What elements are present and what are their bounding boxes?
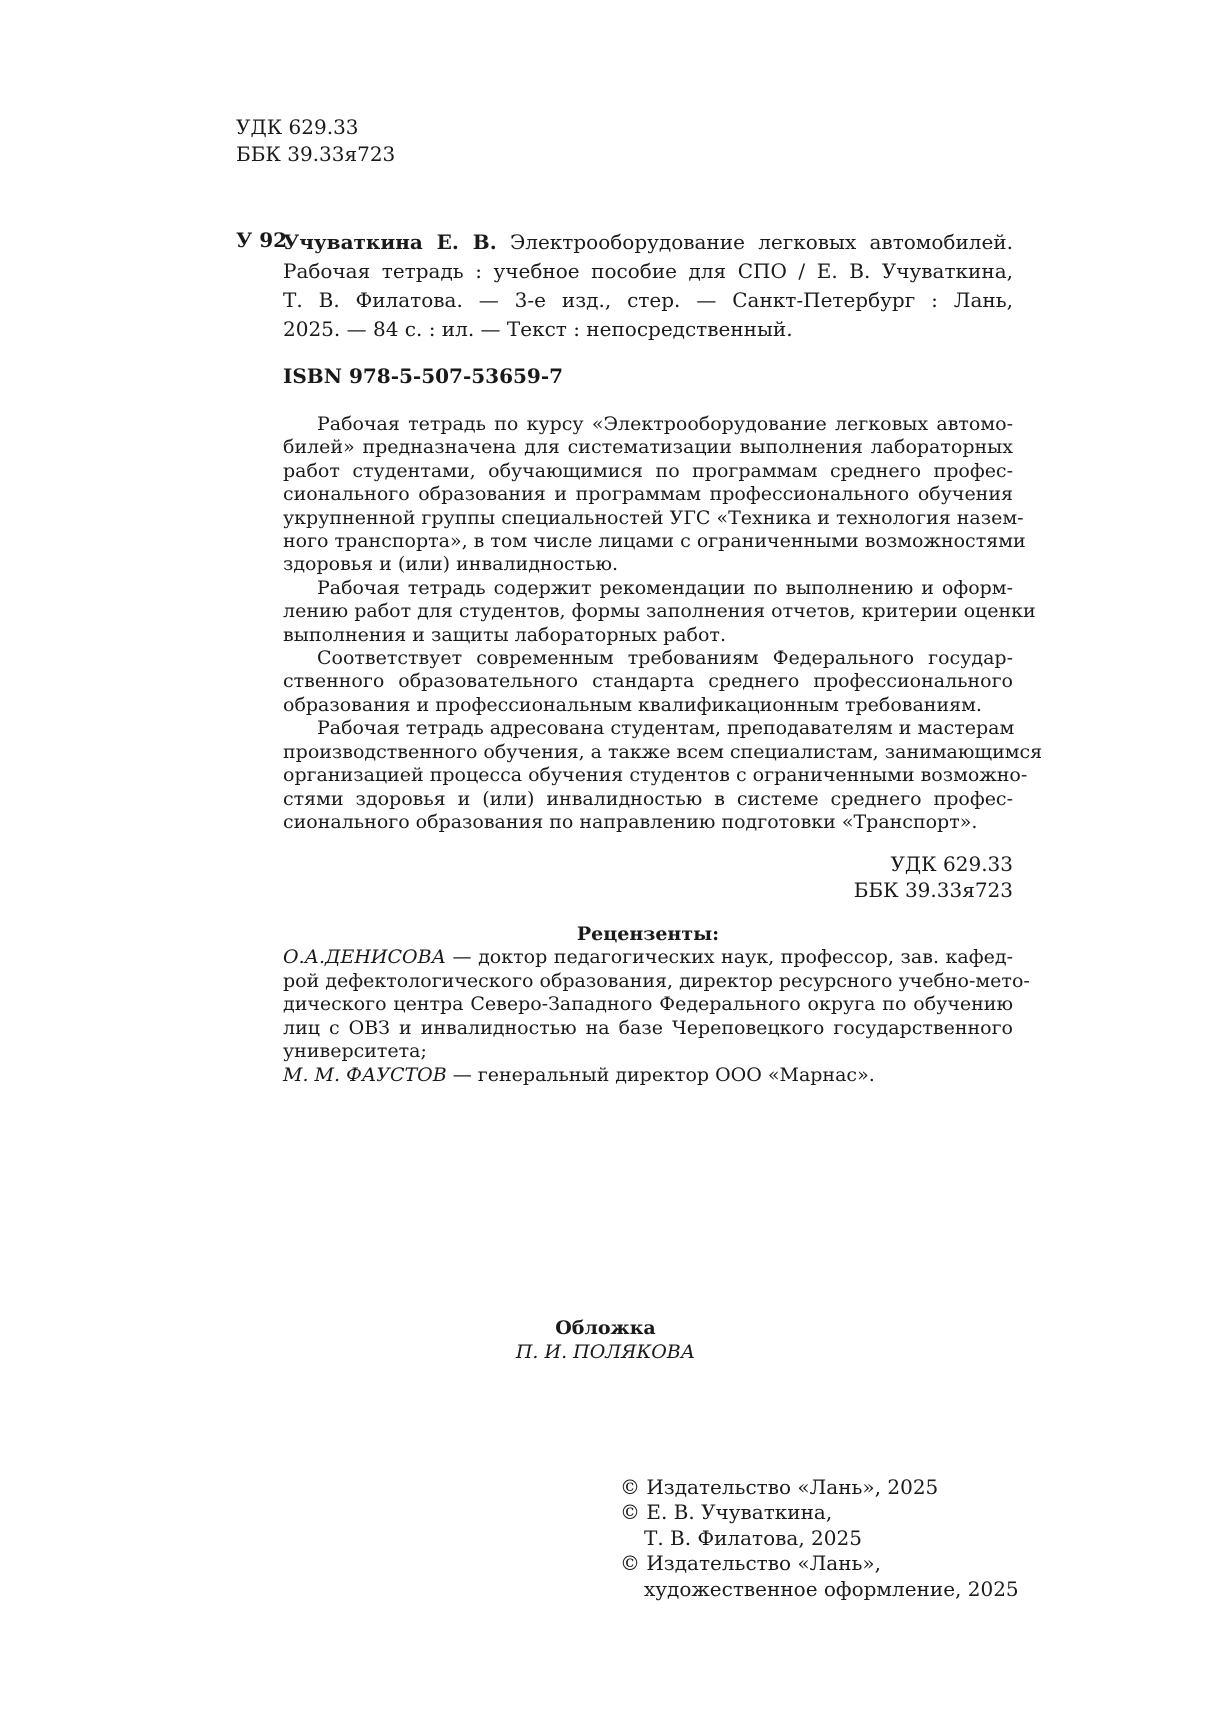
annotation-line: билей» предназначена для систематизации выполнения лабораторных <box>283 436 1013 459</box>
bbk-code-bottom: ББК 39.33я723 <box>853 878 1013 902</box>
isbn: ISBN 978-5-507-53659-7 <box>283 364 564 388</box>
cover-designer: П. И. ПОЛЯКОВА <box>515 1341 696 1363</box>
bbk-code: ББК 39.33я723 <box>236 142 396 166</box>
annotation-line: работ студентами, обучающимися по программам среднего профес- <box>283 459 1013 482</box>
reviewer-line: дического центра Северо-Западного Федерального округа по обучению <box>283 993 1013 1016</box>
copyright-line: художественное оформление, 2025 <box>644 1576 1019 1601</box>
annotation-line: Рабочая тетрадь адресована студентам, преподавателям и мастерам <box>317 717 1015 740</box>
copyright-line: © Издательство «Лань», 2025 <box>620 1475 939 1499</box>
annotation-line: лению работ для студентов, формы заполнения отчетов, критерии оценки <box>283 600 1036 623</box>
reviewer-line: рой дефектологического образования, директор ресурсного учебно-мето- <box>283 969 1030 992</box>
annotation-line: ного транспорта», в том числе лицами с ограниченными возможностями <box>283 530 1026 553</box>
bib-line: Т. В. Филатова. — 3-е изд., стер. — Санкт-Петербург : Лань, <box>283 288 1013 312</box>
cover-label: Обложка <box>555 1317 656 1339</box>
copyright-line: Т. В. Филатова, 2025 <box>644 1525 862 1550</box>
annotation-line: Соответствует современным требованиям Федерального государ- <box>317 647 1013 670</box>
annotation-line: ственного образовательного стандарта среднего профессионального <box>283 670 1013 693</box>
reviewers-title: Рецензенты: <box>576 923 720 945</box>
book-title: Электрооборудование легковых автомобилей. <box>496 230 1013 254</box>
annotation-line: укрупненной группы специальностей УГС «Техника и технология назем- <box>283 506 1024 529</box>
reviewers-section <box>283 922 1030 1088</box>
annotation-line: производственного обучения, а также всем специалистам, занимающимся <box>283 740 1043 763</box>
annotation-line: стями здоровья и (или) инвалидностью в системе среднего профес- <box>283 787 1013 810</box>
reviewer-line: университета; <box>283 1040 427 1063</box>
bib-line: 2025. — 84 с. : ил. — Текст : непосредственный. <box>283 317 793 341</box>
bibliographic-record <box>283 228 1013 344</box>
udc-header <box>236 114 395 168</box>
author-sign: У 92 <box>236 228 288 252</box>
reviewer-line: лиц с ОВЗ и инвалидностью на базе Череповецкого государственного <box>283 1016 1013 1039</box>
udk-code: УДК 629.33 <box>236 115 359 139</box>
annotation-line: Рабочая тетрадь по курсу «Электрооборудование легковых автомо- <box>317 413 1013 435</box>
annotation-line: сионального образования по направлению подготовки «Транспорт». <box>283 810 978 833</box>
copyright-line: © Е. В. Учуваткина, <box>620 1500 833 1525</box>
copyright-block <box>620 1475 1019 1602</box>
bib-line <box>283 228 1013 257</box>
bib-line: Рабочая тетрадь : учебное пособие для СПО / Е. В. Учуваткина, <box>283 259 1013 283</box>
annotation-line: Рабочая тетрадь содержит рекомендации по выполнению и оформ- <box>317 576 1013 599</box>
annotation-line: выполнения и защиты лабораторных работ. <box>283 623 726 646</box>
cover-credit <box>0 1316 1211 1364</box>
reviewer-line <box>283 946 1013 970</box>
reviewer-line <box>283 1064 1013 1088</box>
annotation-line: организацией процесса обучения студентов с ограниченными возможно- <box>283 764 1028 787</box>
annotation-line: образования и профессиональным квалификационным требованиям. <box>283 693 982 716</box>
annotation <box>283 413 1043 834</box>
udc-footer <box>854 851 1013 903</box>
reviewer-name: М. М. ФАУСТОВ <box>283 1063 447 1086</box>
copyright-line: © Издательство «Лань», <box>620 1551 882 1576</box>
annotation-line: здоровья и (или) инвалидностью. <box>283 553 619 576</box>
reviewer-description: — доктор педагогических наук, профессор, зав. кафед- <box>445 946 1013 968</box>
udk-code-bottom: УДК 629.33 <box>890 852 1013 876</box>
reviewer-description: — генеральный директор ООО «Марнас». <box>446 1063 875 1086</box>
author-name: Учуваткина Е. В. <box>283 230 497 254</box>
reviewer-name: О.А.ДЕНИСОВА <box>283 946 446 968</box>
annotation-line: сионального образования и программам профессионального обучения <box>283 483 1013 506</box>
